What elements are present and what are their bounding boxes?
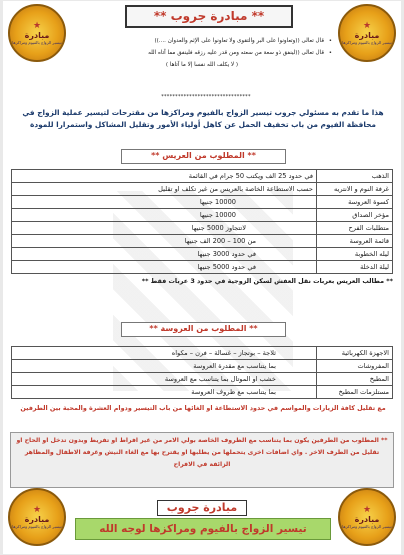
value-cell: بما يتناسب مع مقدرة العروسة [12,360,317,373]
table-row [12,373,393,386]
value-cell: لاتتجاوز 5000 جنيها [12,222,317,235]
item-cell: المطبخ [317,373,393,386]
quran-verses [72,35,332,71]
item-cell: قائمة العروسة [317,235,393,248]
table-row [12,222,393,235]
table-row [12,386,393,399]
value-cell: حسب الاستطاعة الخاصة بالعريس من غير تكلف او تقليل [12,183,317,196]
initiative-badge-top-left [8,4,66,62]
value-cell: 10000 جنيها [12,196,317,209]
star-icon: ★ [362,504,372,515]
item-cell: مستلزمات المطبخ [317,386,393,399]
item-cell: متطلبات الفرح [317,222,393,235]
badge-subtitle: تيسير الزواج بالفيوم ومراكزها [342,523,392,529]
table-row [12,183,393,196]
table-row [12,248,393,261]
item-cell: مؤخر الصداق [317,209,393,222]
star-icon: ★ [362,20,372,31]
page-title: ** مبادرة جروب ** [125,5,293,28]
initiative-badge-top-right [338,4,396,62]
badge-subtitle: تيسير الزواج بالفيوم ومراكزها [12,523,62,529]
badge-title: مبادرة [354,514,380,524]
value-cell: في حدود 25 الف ويكتب 50 جرام في القائمة [12,170,317,183]
verse-line: ( لا يكلف الله نفسا إلا ما آتاها ) [165,62,239,68]
table-row [12,347,393,360]
star-icon: ★ [32,504,42,515]
badge-title: مبادرة [24,514,50,524]
value-cell: بما يتناسب مع ظروف العروسة [12,386,317,399]
warning-box: ** المطلوب من الطرفين يكون بما يتناسب مع الظروف الخاصة بولي الامر من غير افراط او تفريط وبدون تدخل او الحاح او تقليل من الطرف الاخر . واي اضافات اخرى يتحملها من يطلبها او يقترح بها مع الغاء النيش وغرفة الاطفال والمظاهر الزائفة في الافراح [10,432,394,488]
table-row [12,235,393,248]
item-cell: غرفة النوم و الانتريه [317,183,393,196]
footer-subtitle: تيسير الزواج بالفيوم ومراكزها لوجه الله [75,518,331,540]
groom-requirements-table [11,169,393,274]
table-row [12,196,393,209]
bride-note: مع تقليل كافة الزيارات والمواسم في حدود الاستطاعة او الغائها من باب التيسير ودوام العشرة والمحبة بين الطرفين [20,404,386,412]
groom-note: ** مطالب العريس بعربات نقل العفش لسكن الزوجية في حدود 3 عربات فقط ** [141,277,393,285]
initiative-badge-bottom-right [338,488,396,546]
table-row [12,261,393,274]
groom-section-heading: ** المطلوب من العريس ** [121,149,286,164]
item-cell: ليله الخطوبة [317,248,393,261]
item-cell: الذهب [317,170,393,183]
flyer-page [3,1,401,554]
bride-requirements-table [11,346,393,399]
item-cell: الاجهزة الكهربائية [317,347,393,360]
badge-title: مبادرة [24,30,50,40]
table-row [12,170,393,183]
separator-stars: ******************************** [161,94,251,100]
verse-line: • قال تعالى ((لينفق ذو سعة من سعته ومن قدر عليه رزقه فلينفق مما آتاه الله [72,47,332,59]
badge-subtitle: تيسير الزواج بالفيوم ومراكزها [342,39,392,45]
table-row [12,209,393,222]
item-cell: كسوة العروسة [317,196,393,209]
verse-line: • قال تعالى ((وتعاونوا على البر والتقوى ولا تعاونوا على الإثم والعدوان ....)) [72,35,332,47]
value-cell: ثلاجة – بوتجاز – غسالة – فرن – مكواه [12,347,317,360]
value-cell: من 100 – 200 الف جنيها [12,235,317,248]
initiative-badge-bottom-left [8,488,66,546]
footer-title: مبادرة جروب [157,500,247,516]
intro-paragraph: هذا ما تقدم به مسئولي جروب تيسير الزواج بالفيوم ومراكزها من مقترحات لتيسير عملية الزواج في محافظة الفيوم من باب تخفيف الحمل عن كاهل أولياء الأمور وتقليل المشاكل واستمرارا للمودة [22,108,384,129]
badge-subtitle: تيسير الزواج بالفيوم ومراكزها [12,39,62,45]
table-row [12,360,393,373]
value-cell: في حدود 3000 جنيها [12,248,317,261]
item-cell: المفروشات [317,360,393,373]
badge-title: مبادرة [354,30,380,40]
value-cell: خشب او الموتال بما يتناسب مع العروسة [12,373,317,386]
value-cell: 10000 جنيها [12,209,317,222]
star-icon: ★ [32,20,42,31]
item-cell: ليلة الدخلة [317,261,393,274]
bride-section-heading: ** المطلوب من العروسة ** [121,322,286,337]
value-cell: في حدود 5000 جنيها [12,261,317,274]
